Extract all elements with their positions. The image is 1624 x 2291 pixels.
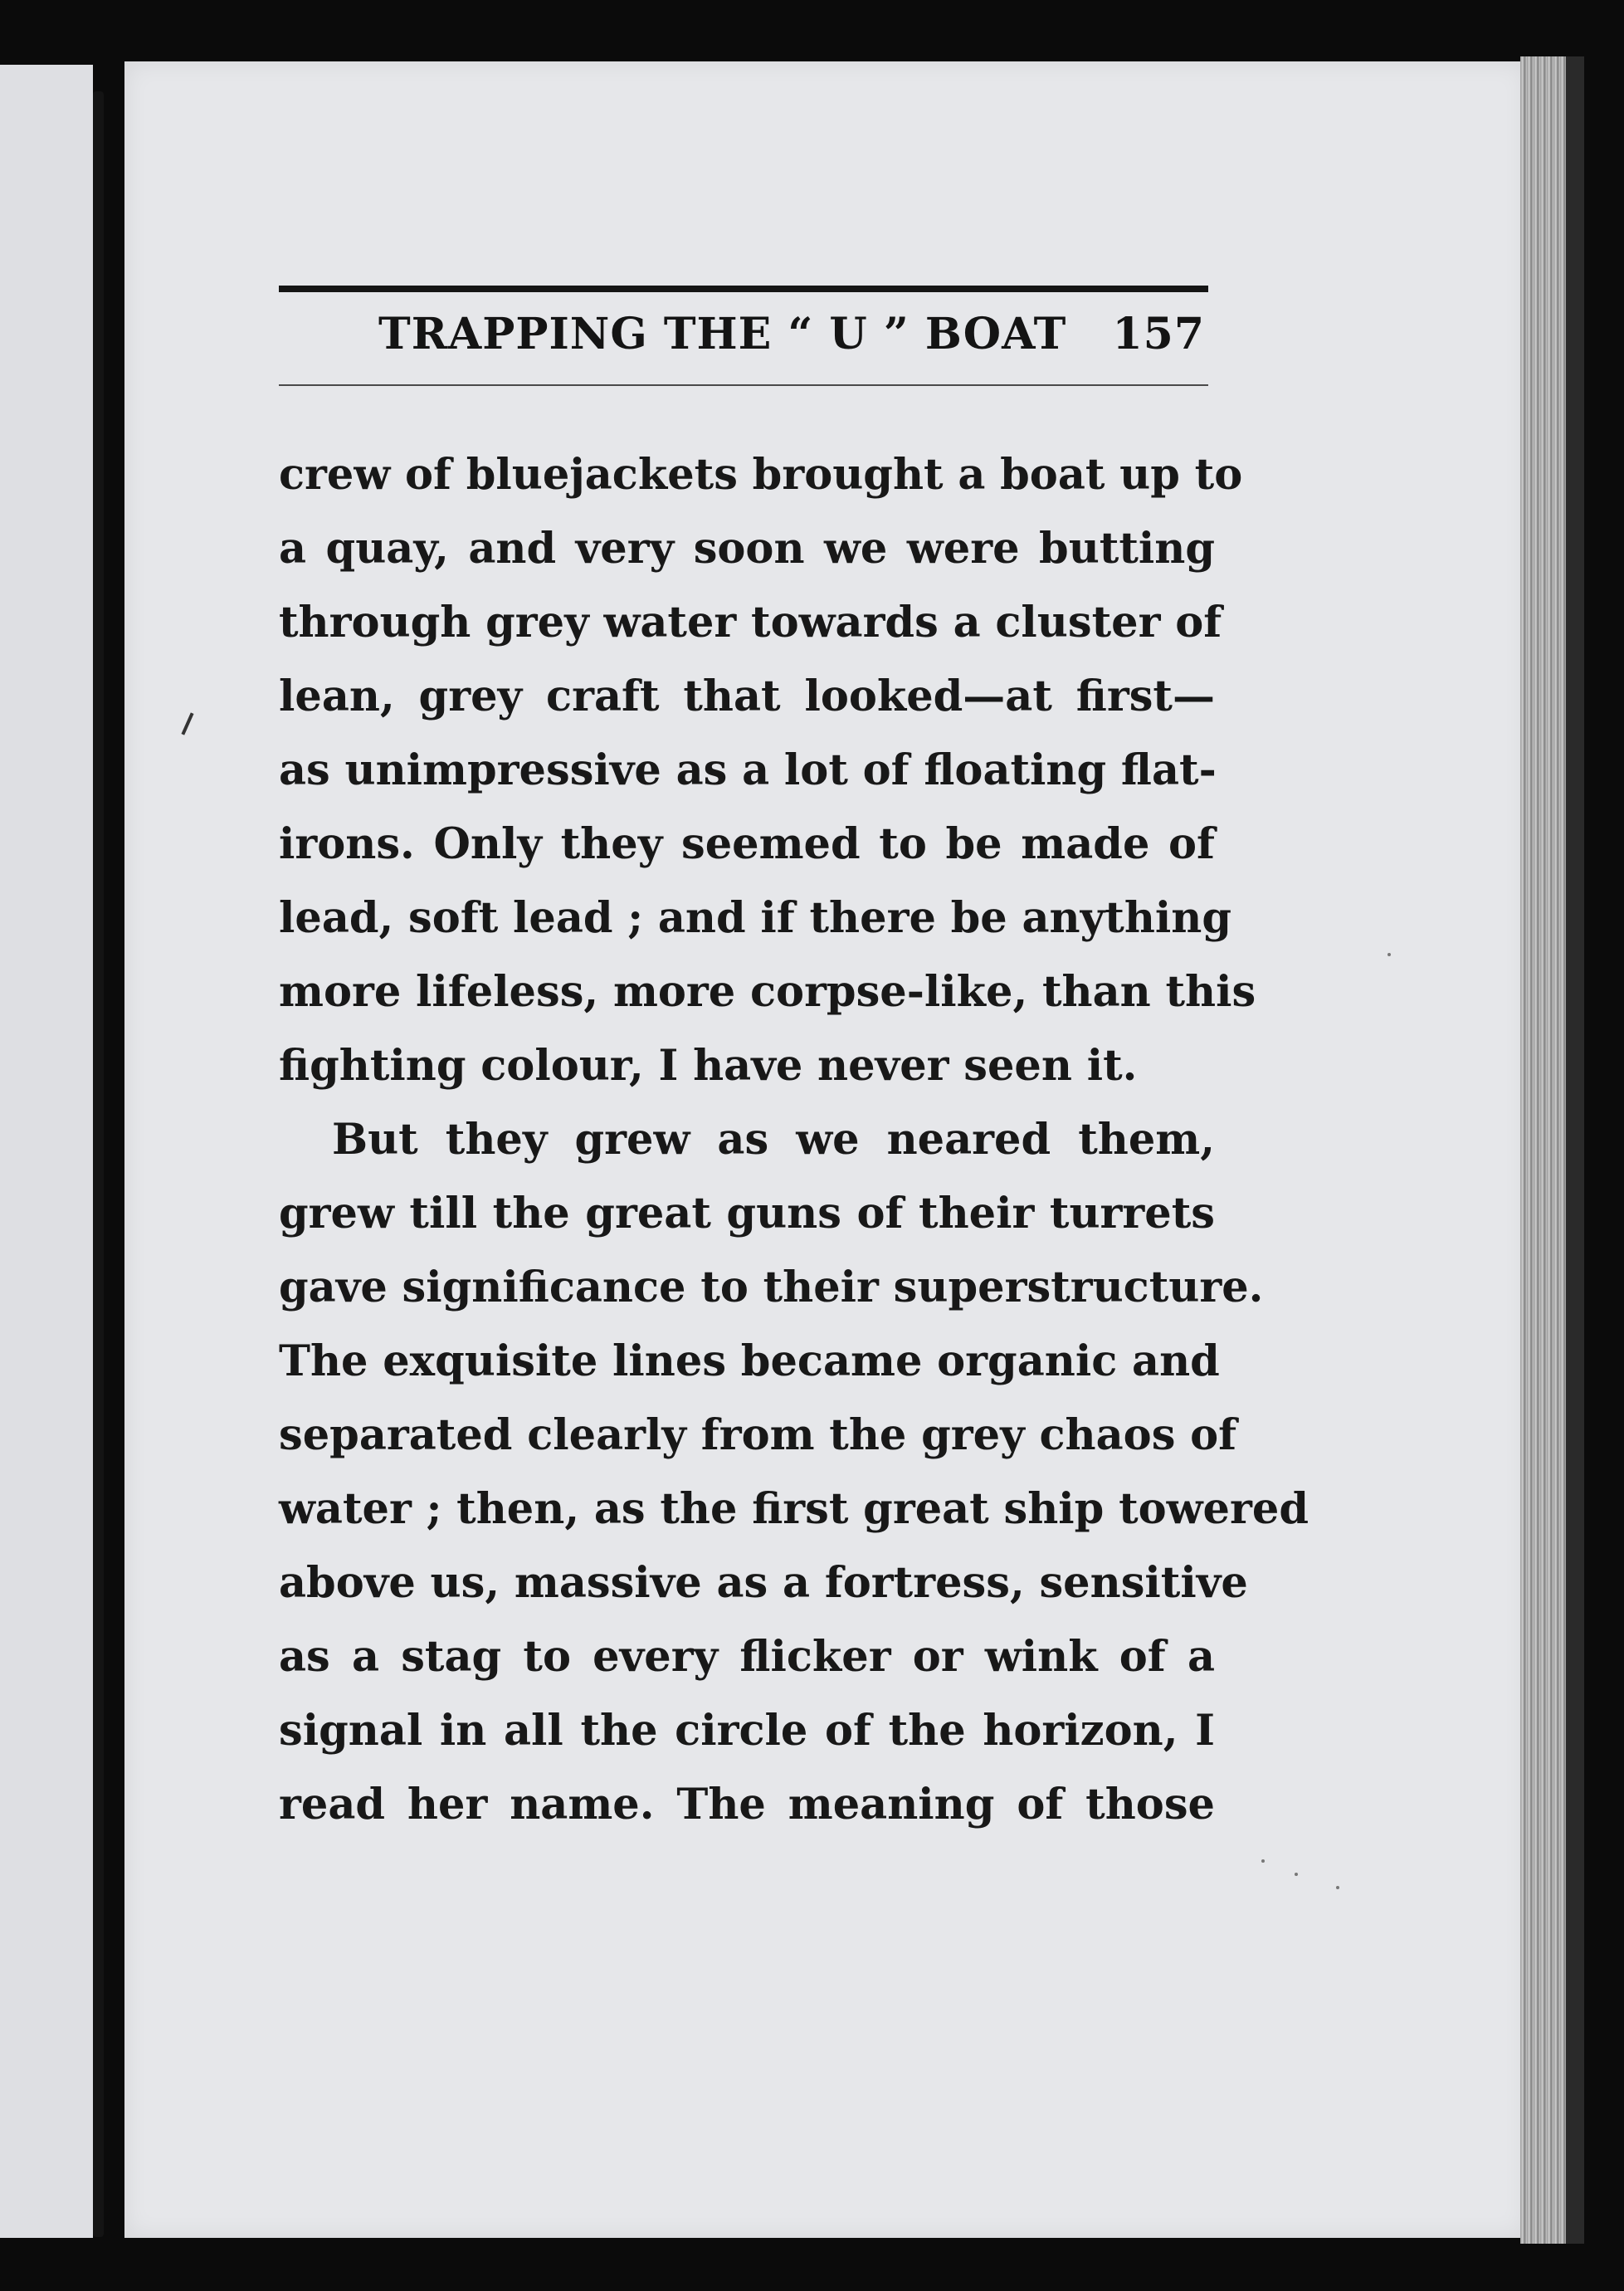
page-block-edge — [1520, 56, 1566, 2244]
text-line: lead, soft lead ; and if there be anything — [279, 893, 1232, 943]
text-line: as a stag to every flicker or wink of a — [279, 1632, 1215, 1682]
text-line: fighting colour, I have never seen it. — [279, 1041, 1138, 1091]
running-title: TRAPPING THE “ U ” BOAT — [378, 309, 1067, 359]
text-line: as unimpressive as a lot of floating flat- — [279, 745, 1217, 795]
paper-speck — [1261, 1859, 1265, 1863]
header-rule-bottom — [279, 384, 1208, 386]
text-line: signal in all the circle of the horizon, I — [279, 1706, 1215, 1756]
text-line: above us, massive as a fortress, sensitive — [279, 1558, 1248, 1608]
text-line: a quay, and very soon we were butting — [279, 524, 1215, 574]
text-line: read her name. The meaning of those — [279, 1780, 1215, 1829]
body-text — [279, 438, 1309, 1842]
header-rule-top — [279, 286, 1208, 292]
text-line: The exquisite lines became organic and — [279, 1336, 1220, 1386]
text-line: grew till the great guns of their turrets — [279, 1189, 1215, 1238]
text-line: separated clearly from the grey chaos of — [279, 1410, 1237, 1460]
text-line: But they grew as we neared them, — [332, 1115, 1215, 1165]
paper-speck — [1295, 1873, 1298, 1876]
facing-page-edge — [0, 65, 93, 2238]
page-number: 157 — [1112, 309, 1205, 359]
text-line: crew of bluejackets brought a boat up to — [279, 450, 1243, 500]
running-head — [279, 309, 1208, 375]
text-line: through grey water towards a cluster of — [279, 598, 1222, 647]
text-line: irons. Only they seemed to be made of — [279, 819, 1215, 869]
text-line: water ; then, as the first great ship towered — [279, 1484, 1309, 1534]
text-line: gave significance to their superstructure. — [279, 1263, 1264, 1312]
book-gutter — [93, 91, 104, 2237]
paper-speck — [1336, 1886, 1339, 1889]
page-block-shadow — [1566, 56, 1584, 2244]
text-line: more lifeless, more corpse-like, than this — [279, 967, 1256, 1017]
paper-speck — [1387, 953, 1391, 956]
text-line: lean, grey craft that looked—at first— — [279, 672, 1215, 721]
